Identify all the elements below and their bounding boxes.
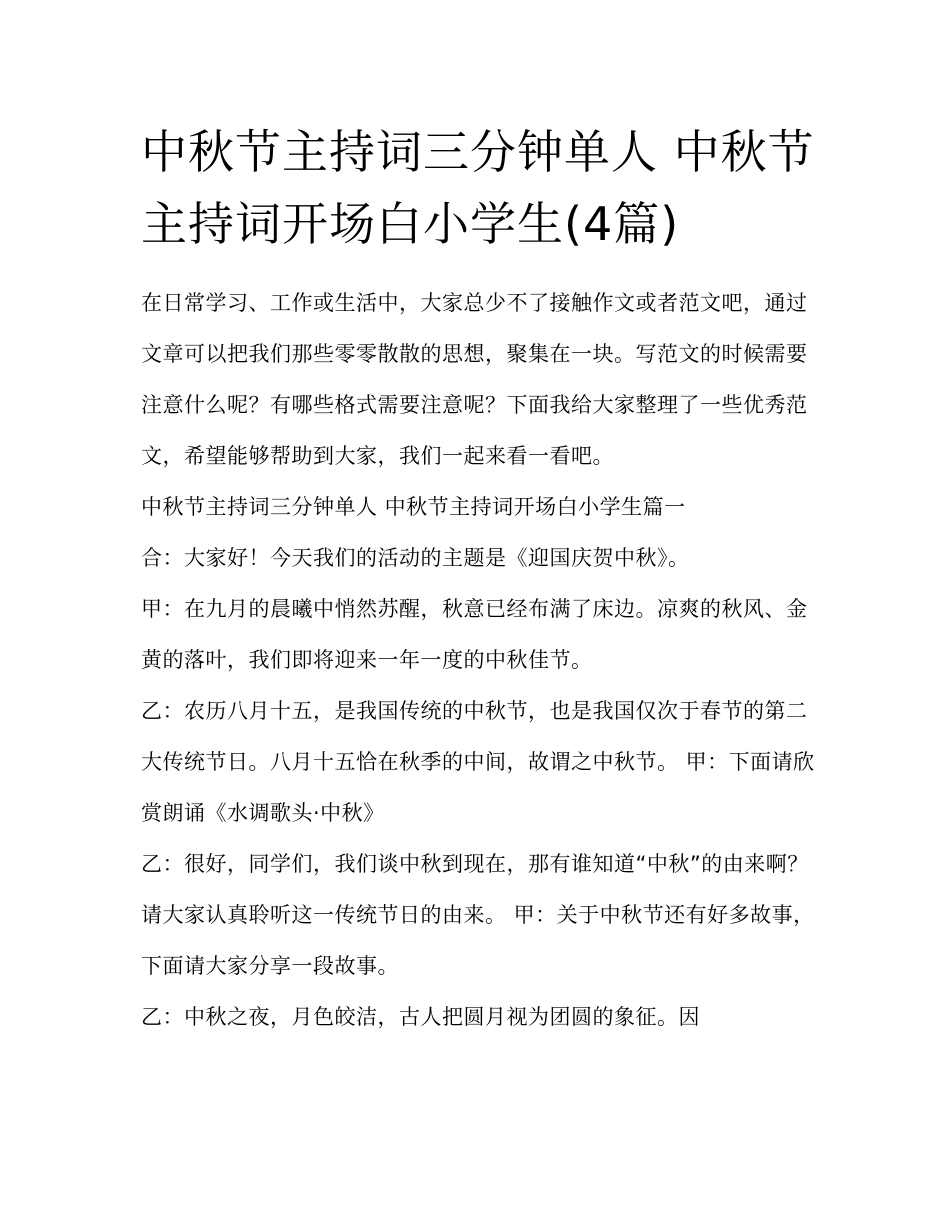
paragraph-line: 乙：很好，同学们，我们谈中秋到现在，那有谁知道“中秋”的由来啊？请大家认真聆听这一传统节日的由来。 甲：关于中秋节还有好多故事，下面请大家分享一段故事。 xyxy=(141,852,815,978)
paragraph-intro: 在日常学习、工作或生活中，大家总少不了接触作文或者范文吧，通过文章可以把我们那些零零散散的思想，聚集在一块。写范文的时候需要注意什么呢？有哪些格式需要注意呢？下面我给大家整理了一些优秀范文，希望能够帮助到大家，我们一起来看一看吧。 xyxy=(141,291,808,468)
document-title: 中秋节主持词三分钟单人 中秋节主持词开场白小学生(4篇) xyxy=(141,125,815,251)
paragraph-line: 合：大家好！今天我们的活动的主题是《迎国庆贺中秋》。 xyxy=(141,546,690,570)
paragraph-section-heading: 中秋节主持词三分钟单人 中秋节主持词开场白小学生篇一 xyxy=(141,495,686,519)
paragraph-line: 乙：农历八月十五，是我国传统的中秋节，也是我国仅次于春节的第二大传统节日。八月十五恰在秋季的中间，故谓之中秋节。 甲：下面请欣赏朗诵《水调歌头·中秋》 xyxy=(141,699,815,825)
document-body xyxy=(141,278,816,1043)
paragraph-line: 乙：中秋之夜，月色皎洁，古人把圆月视为团圆的象征。因 xyxy=(141,1005,700,1029)
paragraph-line: 甲：在九月的晨曦中悄然苏醒，秋意已经布满了床边。凉爽的秋风、金黄的落叶，我们即将迎来一年一度的中秋佳节。 xyxy=(141,597,808,672)
